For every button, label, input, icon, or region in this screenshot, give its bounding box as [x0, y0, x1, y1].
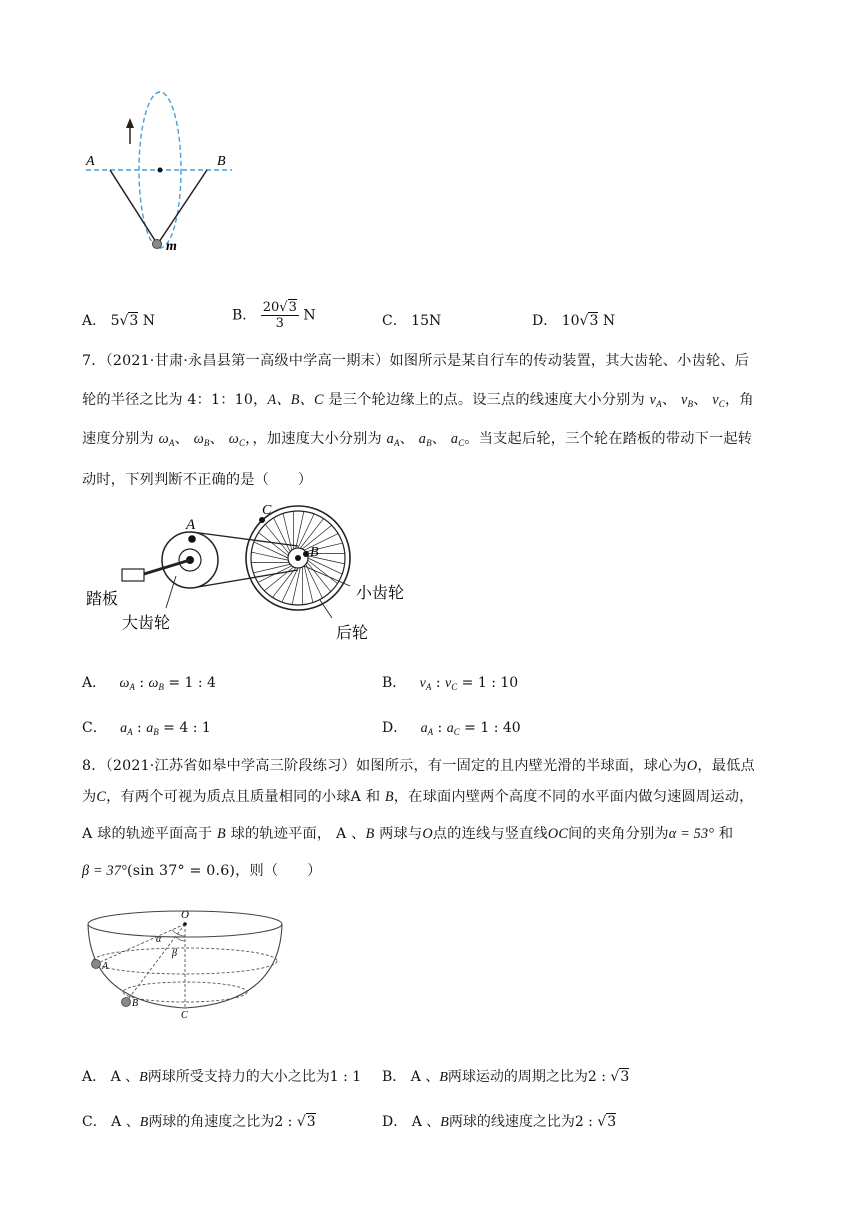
- point-a: [188, 535, 196, 543]
- q7-option-a[interactable]: A． $\omega_A$ : $\omega_B = 1$ : 4: [82, 675, 216, 692]
- svg-text:B: B: [132, 998, 139, 1009]
- q8-option-c[interactable]: C． A 、B两球的角速度之比为2 : √3: [82, 1114, 316, 1130]
- q7-option-c[interactable]: C． $a_A$ : $a_B = 4$ : 1: [82, 720, 211, 737]
- svg-text:C: C: [181, 1010, 188, 1018]
- svg-text:A: A: [102, 961, 109, 972]
- point-b: [303, 551, 309, 557]
- svg-text:O: O: [181, 909, 189, 921]
- wheel-spoke: [258, 566, 292, 583]
- label-a: A: [86, 154, 95, 169]
- q8-option-a[interactable]: A． A 、B两球所受支持力的大小之比为1 : 1: [82, 1069, 362, 1085]
- ball-a: [92, 960, 101, 969]
- wheel-spoke: [304, 566, 313, 603]
- svg-text:β: β: [172, 948, 177, 959]
- q7-option-b[interactable]: B． $v_A$ : $v_C = 1$ : 10: [382, 675, 519, 692]
- q7-line3: 速度分别为 $\omega_A$、 $\omega_B$、 $\omega_C$，，加速度大小分别为 $a_A$、 $a_B$、 $a_C$。当支起后轮，三个轮在踏板的带动下一起转: [82, 431, 753, 448]
- label-b: B: [217, 154, 226, 169]
- q7-line2: 轮的半径之比为 4：1：10，A、B、C 是三个轮边缘上的点。设三点的线速度大小分别为 $v_A$、 $v_B$、 $v_C$，角: [82, 392, 754, 409]
- wheel-spoke: [306, 564, 323, 598]
- q6-option-d[interactable]: D． 10√3 N: [532, 313, 616, 329]
- label-m: m: [166, 239, 177, 254]
- svg-text:B: B: [310, 545, 319, 560]
- q7-option-d[interactable]: D． $a_A$ : $a_C = 1$ : 40: [382, 720, 521, 737]
- wheel-spoke: [251, 552, 288, 560]
- q6-option-b[interactable]: B． $\frac{20√3}{3}$ N: [232, 300, 316, 331]
- wheel-spoke: [274, 518, 291, 552]
- figure-hemisphere: [80, 906, 290, 1018]
- mass-ball: [153, 240, 162, 249]
- q7-line4: 动时，下列判断不正确的是（ ）: [82, 472, 313, 488]
- wheel-spoke: [298, 514, 314, 548]
- svg-text:α: α: [156, 934, 162, 945]
- rope-a: [110, 170, 156, 242]
- q6-option-c[interactable]: C． 15N: [382, 313, 442, 329]
- center-dot: [158, 168, 163, 173]
- wheel-spoke: [282, 568, 298, 602]
- q8-option-d[interactable]: D． A 、B两球的线速度之比为2 : √3: [382, 1114, 617, 1130]
- ball-b: [122, 998, 131, 1007]
- q8-line1: 8．（2021·江苏省如皋中学高三阶段练习）如图所示，有一固定的且内壁光滑的半球面，球心为O，最低点: [82, 758, 755, 774]
- wheel-spoke: [308, 560, 338, 583]
- q7-line1: 7．（2021·甘肃·永昌县第一高级中学高一期末）如图所示是某自行车的传动装置，其大齿轮、小齿轮、后: [82, 353, 750, 369]
- figure-bicycle-transmission: [80, 500, 440, 650]
- rope-b: [159, 170, 207, 242]
- svg-text:踏板: 踏板: [86, 591, 119, 608]
- pedal: [122, 569, 144, 581]
- svg-text:大齿轮: 大齿轮: [122, 615, 171, 632]
- figure-rotating-mass: [80, 88, 250, 258]
- svg-text:小齿轮: 小齿轮: [356, 585, 405, 602]
- svg-text:C: C: [262, 503, 272, 518]
- q8-line2: 为C，有两个可视为质点且质量相同的小球A 和 B，在球面内壁两个高度不同的水平面内做匀速圆周运动，: [82, 789, 754, 805]
- svg-text:后轮: 后轮: [336, 625, 369, 642]
- fraction: $\frac{20√3}{3}$: [262, 300, 297, 331]
- q8-line4: β = 37°(sin 37° = 0.6)，则（ ）: [82, 863, 322, 879]
- wheel-spoke: [300, 519, 323, 549]
- wheel-spoke: [292, 568, 300, 605]
- q6-option-a[interactable]: A． 5√3 N: [82, 313, 156, 329]
- wheel-spoke: [296, 511, 304, 548]
- q8-line3: A 球的轨迹平面高于 B 球的轨迹平面， A 、B 两球与O点的连线与竖直线OC间的夹角分别为α = 53° 和: [82, 826, 734, 842]
- svg-text:A: A: [186, 517, 196, 533]
- wheel-spoke: [308, 558, 342, 574]
- q8-option-b[interactable]: B． A 、B两球运动的周期之比为2 : √3: [382, 1069, 630, 1085]
